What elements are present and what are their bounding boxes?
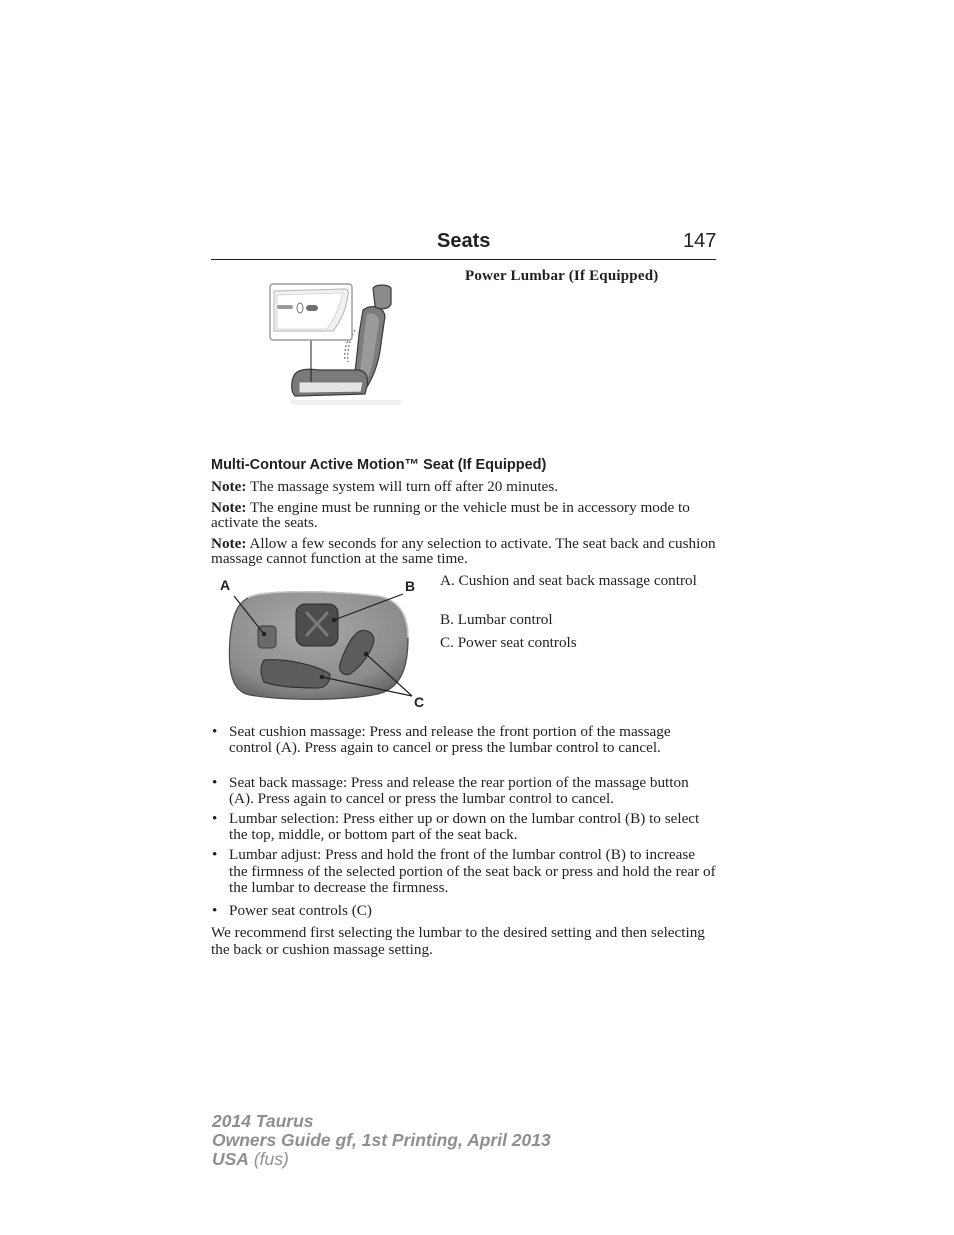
bullet-icon: • bbox=[212, 774, 218, 791]
footer-market-code: USA bbox=[212, 1149, 249, 1169]
callout-a: A bbox=[220, 577, 231, 593]
note-label: Note: bbox=[211, 499, 247, 516]
list-item bbox=[211, 811, 716, 842]
massage-control-panel-illustration bbox=[218, 576, 438, 714]
bullet-icon: • bbox=[212, 723, 218, 740]
section-heading: Multi-Contour Active Motion™ Seat (If Equipped) bbox=[211, 457, 547, 473]
footer-market-suffix: (fus) bbox=[248, 1149, 289, 1169]
list-item bbox=[211, 775, 716, 806]
list-item-text: Seat back massage: Press and release the rear portion of the massage button (A). Press again to cancel or press the lumbar control to cancel. bbox=[229, 774, 689, 807]
list-item bbox=[211, 847, 716, 897]
bullet-icon: • bbox=[212, 846, 218, 863]
callout-b: B bbox=[405, 578, 416, 594]
list-item-text: Lumbar adjust: Press and hold the front of the lumbar control (B) to increase the firmness of the selected portion of the seat back or press and hold the rear of the lumbar to decrease the firmness. bbox=[229, 846, 716, 896]
footer-guide-info: Owners Guide gf, 1st Printing, April 2013 bbox=[212, 1130, 551, 1150]
list-item-text: Power seat controls (C) bbox=[229, 902, 372, 919]
footer-market bbox=[212, 1150, 551, 1169]
note-paragraph bbox=[211, 479, 716, 494]
note-paragraph bbox=[211, 500, 716, 530]
bullet-icon: • bbox=[212, 810, 218, 827]
note-text: The engine must be running or the vehicle must be in accessory mode to activate the seats. bbox=[211, 499, 690, 531]
figure-caption: Power Lumbar (If Equipped) bbox=[465, 268, 659, 284]
note-label: Note: bbox=[211, 478, 247, 495]
note-paragraph bbox=[211, 536, 716, 566]
section-title: Seats bbox=[437, 230, 491, 252]
lumbar-switch-inset bbox=[269, 283, 353, 341]
footer-model: 2014 Taurus bbox=[212, 1111, 314, 1131]
legend-item: B. Lumbar control bbox=[440, 611, 553, 628]
list-item bbox=[211, 903, 716, 919]
note-label: Note: bbox=[211, 535, 247, 552]
bullet-icon: • bbox=[212, 902, 218, 919]
closing-paragraph: We recommend first selecting the lumbar to the desired setting and then selecting the back or cushion massage setting. bbox=[211, 924, 705, 958]
footer bbox=[212, 1112, 551, 1169]
page-number: 147 bbox=[683, 230, 717, 252]
callout-c: C bbox=[414, 694, 425, 710]
header-rule bbox=[211, 259, 716, 260]
list-item bbox=[211, 724, 716, 755]
legend-item: A. Cushion and seat back massage control bbox=[440, 572, 697, 589]
legend-item: C. Power seat controls bbox=[440, 634, 577, 651]
list-item-text: Lumbar selection: Press either up or down on the lumbar control (B) to select the top, middle, or bottom part of the seat back. bbox=[229, 810, 700, 843]
note-text: The massage system will turn off after 20 minutes. bbox=[246, 478, 558, 495]
note-text: Allow a few seconds for any selection to activate. The seat back and cushion massage cannot function at the same time. bbox=[211, 535, 716, 567]
list-item-text: Seat cushion massage: Press and release the front portion of the massage control (A). Press again to cancel or press the lumbar control to cancel. bbox=[229, 723, 671, 756]
